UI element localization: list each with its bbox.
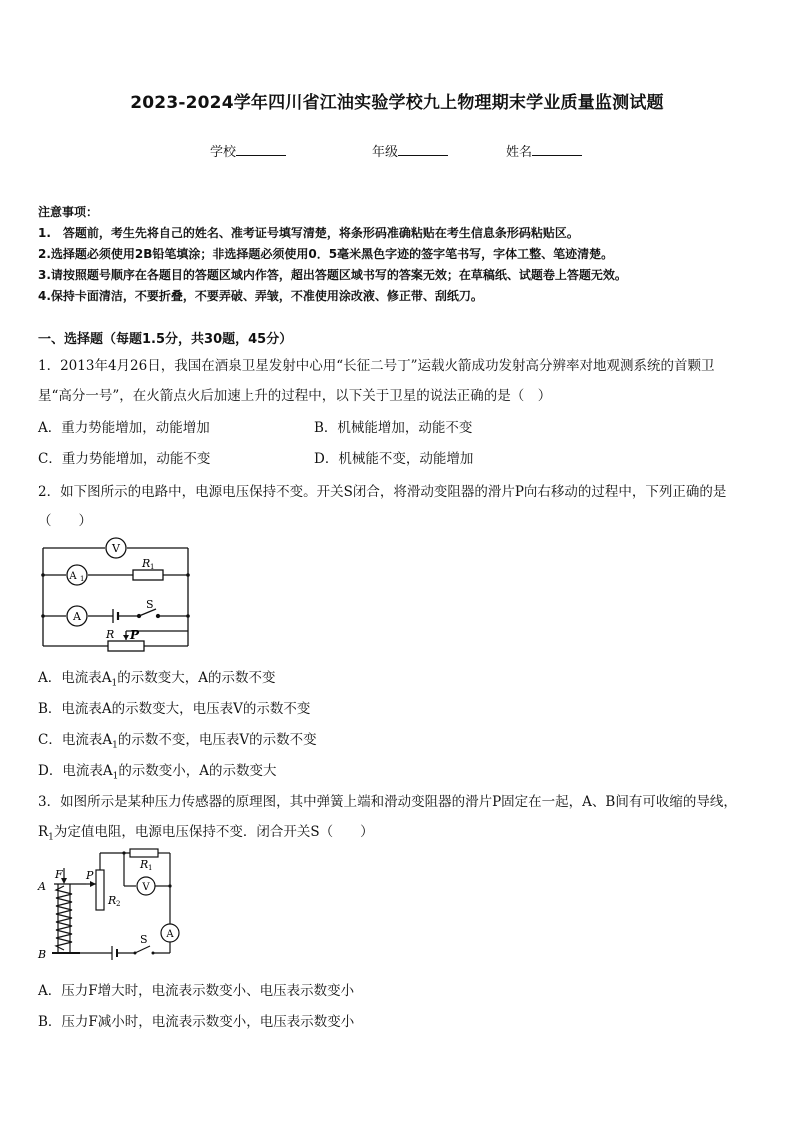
- notice-item-3: 3.请按照题号顺序在各题目的答题区域内作答，超出答题区域书写的答案无效；在草稿纸、试题卷上答题无效。: [38, 268, 627, 282]
- school-field: [210, 141, 286, 160]
- q3-force-label: F: [55, 868, 63, 881]
- grade-blank[interactable]: [398, 143, 448, 156]
- q3-point-b-label: B: [38, 948, 47, 961]
- grade-field: [372, 141, 448, 160]
- q2-rheostat-label: R: [106, 628, 115, 641]
- notice-heading: 注意事项：: [38, 205, 99, 219]
- q2-r1-sub: 1: [150, 563, 155, 571]
- q3-voltmeter-label: V: [142, 882, 150, 893]
- q2-option-c[interactable]: C．电流表$A_1$的示数不变，电压表V的示数不变: [38, 732, 317, 751]
- q3-stem-line2: $R_1$为定值电阻，电源电压保持不变．闭合开关S（ ）: [38, 824, 374, 843]
- q2-voltmeter-label: V: [112, 542, 120, 555]
- q3-r1-label: R: [140, 858, 149, 871]
- q3-switch-label: S: [140, 933, 148, 946]
- q1-stem-line1: 1．2013年4月26日，我国在酒泉卫星发射中心用“长征二号丁”运载火箭成功发射高分辨率对地观测系统的首颗卫: [38, 358, 715, 374]
- name-field: [506, 141, 582, 160]
- school-blank[interactable]: [236, 143, 286, 156]
- notice-item-4: 4.保持卡面清洁，不要折叠，不要弄破、弄皱，不准使用涂改液、修正带、刮纸刀。: [38, 289, 483, 303]
- notice-item-2: 2.选择题必须使用2B铅笔填涂；非选择题必须使用0．5毫米黑色字迹的签字笔书写，字体工整、笔迹清楚。: [38, 247, 614, 261]
- grade-label: 年级: [372, 145, 399, 160]
- q1-option-b[interactable]: B．机械能增加，动能不变: [314, 420, 473, 436]
- q2-option-a[interactable]: A．电流表$A_1$的示数变大，A的示数不变: [38, 670, 276, 689]
- q3-r2-sub: 2: [116, 900, 121, 908]
- q1-stem-line2: 星“高分一号”，在火箭点火后加速上升的过程中，以下关于卫星的说法正确的是（ ）: [38, 388, 552, 404]
- q1-option-c[interactable]: C．重力势能增加，动能不变: [38, 451, 211, 467]
- q2-option-d[interactable]: D．电流表$A_1$的示数变小，A的示数变大: [38, 763, 277, 782]
- name-blank[interactable]: [532, 143, 582, 156]
- q3-slider-label: P: [86, 869, 94, 882]
- page-title: 2023-2024学年四川省江油实验学校九上物理期末学业质量监测试题: [130, 93, 664, 113]
- q3-pressure-sensor-diagram: [36, 848, 186, 966]
- q2-slider-label: P: [130, 628, 140, 642]
- q2-a1-label: A: [69, 571, 77, 582]
- q2-a1-sub: 1: [80, 575, 85, 583]
- q3-point-a-label: A: [38, 880, 46, 893]
- q2-stem-line2: （ ）: [38, 513, 92, 529]
- q2-circuit-diagram: [38, 536, 208, 654]
- q3-option-b[interactable]: B．压力F减小时，电流表示数变小，电压表示数变小: [38, 1014, 355, 1030]
- q2-r1-label: R: [142, 557, 151, 570]
- q1-option-a[interactable]: A．重力势能增加，动能增加: [38, 420, 210, 436]
- notice-item-1: 1. 答题前，考生先将自己的姓名、准考证号填写清楚，将条形码准确粘贴在考生信息条形码粘贴区。: [38, 226, 579, 240]
- q2-option-b[interactable]: B．电流表A的示数变大，电压表V的示数不变: [38, 701, 311, 717]
- q2-stem-line1: 2．如下图所示的电路中，电源电压保持不变。开关S闭合，将滑动变阻器的滑片P向右移动的过程中，下列正确的是: [38, 484, 727, 500]
- q3-ammeter-label: A: [166, 929, 174, 940]
- q3-option-a[interactable]: A．压力F增大时，电流表示数变小、电压表示数变小: [38, 983, 355, 999]
- q3-stem-line1: 3．如图所示是某种压力传感器的原理图，其中弹簧上端和滑动变阻器的滑片P固定在一起，A、B间有可收缩的导线，: [38, 794, 737, 810]
- q2-ammeter-label: A: [73, 610, 81, 623]
- name-label: 姓名: [506, 145, 533, 160]
- school-label: 学校: [210, 145, 237, 160]
- section-heading: 一、选择题（每题1.5分，共30题，45分）: [38, 332, 293, 347]
- q3-r1-sub: 1: [148, 864, 153, 872]
- q1-option-d[interactable]: D．机械能不变，动能增加: [314, 451, 474, 467]
- q3-r2-label: R: [108, 894, 117, 907]
- q2-switch-label: S: [146, 598, 154, 611]
